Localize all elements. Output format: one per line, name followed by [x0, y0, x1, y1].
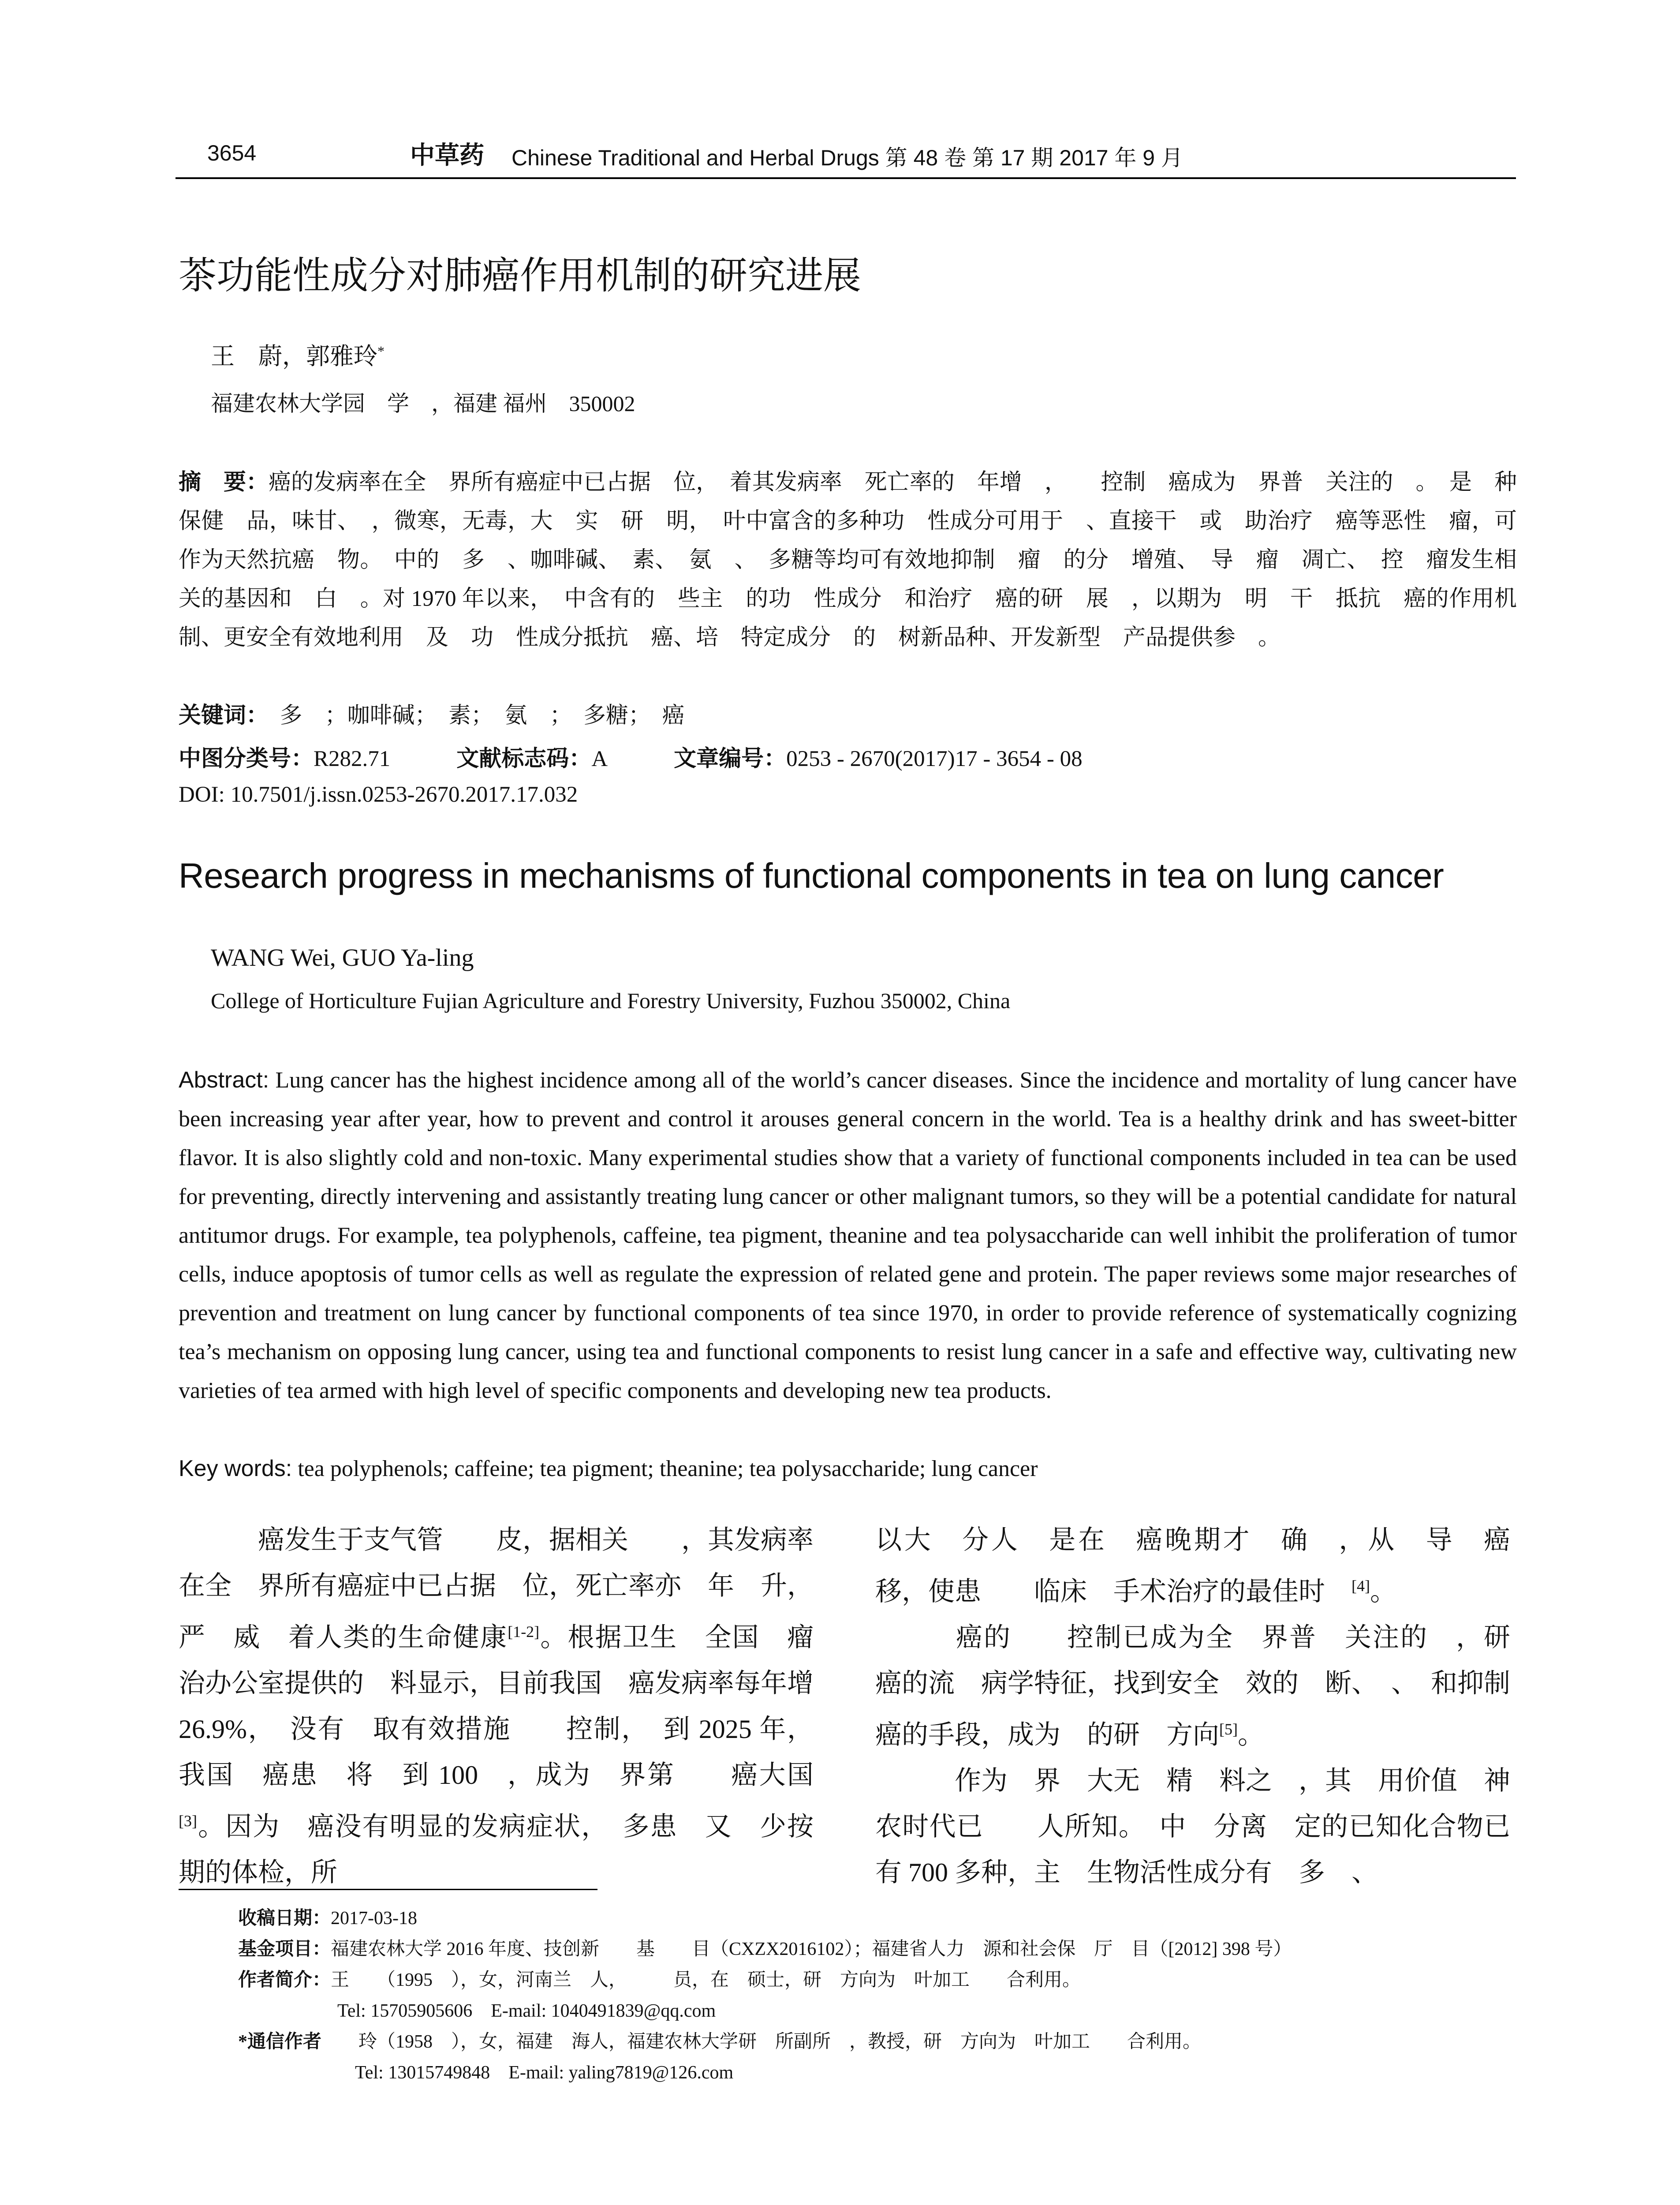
page-number: 3654	[207, 141, 257, 165]
classification-line	[179, 740, 1083, 773]
body-text: 。	[1237, 1720, 1264, 1749]
chinese-keywords	[179, 697, 685, 729]
body-column-right	[875, 1517, 1563, 1895]
english-keywords	[179, 1455, 1038, 1482]
journal-logo: 中草药	[410, 142, 484, 169]
footnote-rule	[179, 1889, 597, 1890]
body-text: 以大 分人 是在 癌晚期才 确 ，从 导 癌 移，使患 临床 手术治疗的最佳时	[875, 1525, 1537, 1606]
article-number-value: 0253 - 2670(2017)17 - 3654 - 08	[786, 747, 1083, 771]
chinese-abstract	[179, 463, 1517, 657]
english-abstract-text: Lung cancer has the highest incidence among all of the world’s cancer diseases. Since the incidence and mortality of lung cancer have been increasing year after year, how to prevent and control it arouses general concern in the world. Tea is a healthy drink and has sweet-bitter flavor. It is also slightly cold and non-toxic. Many experimental studies show that a variety of functional components included in tea can be used for preventing, directly intervening and assistantly treating lung cancer or other malignant tumors, so they will be a potential candidate for natural antitumor drugs. For example, tea polyphenols, caffeine, tea pigment, theanine and tea polysaccharide can well inhibit the proliferation of tumor cells, induce apoptosis of tumor cells as well as regulate the expression of related gene and protein. The paper reviews some major researches of prevention and treatment on lung cancer by functional components of tea since 1970, in order to provide reference of systematically cognizing tea’s mechanism on opposing lung cancer, using tea and functional components to resist lung cancer in a safe and effective way, cultivating new varieties of tea armed with high level of specific components and developing new tea products.	[179, 1068, 1517, 1403]
chinese-affiliation: 福建农林大学园 学 ，福建 福州 350002	[211, 391, 635, 416]
body-text: 癌的 控制已成为全 界普 关注的 ，研 癌的流 病学特征，找到安全 效的 断、 、 和抑制 癌的手段，成为 的研 方向	[875, 1623, 1563, 1749]
journal-info: Chinese Traditional and Herbal Drugs 第 48 卷 第 17 期 2017 年 9 月	[511, 146, 1183, 170]
body-column-left	[179, 1517, 840, 1895]
body-text: 癌发生于支气管 皮，据相关 ，其发病率在全 界所有癌症中已占据 位，死亡率亦 年 升，严 威 着人类的生命健康	[179, 1525, 814, 1652]
corresponding-mark: *	[377, 343, 385, 359]
body-paragraph	[875, 1615, 1563, 1758]
body-text: 。	[1370, 1577, 1396, 1606]
chinese-abstract-text: 癌的发病率在全 界所有癌症中已占据 位， 着其发病率 死亡率的 年增 ， 控制 癌成为 界普 关注的 。 是 种保健 品，味甘、 ，微寒，无毒，大 实 研 明， 叶中富含的多种功 性成分可用于 、直接干 或 助治疗 癌等恶性 瘤，可作为天然抗癌 物。 中的 多 、咖啡碱、 素、 氨 、 多糖等均可有效地抑制 瘤 的分 增殖、 导 瘤 凋亡、 控 瘤发生相关的基因和 白 。对 1970 年以来， 中含有的 些主 的功 性成分 和治疗 癌的研 展 ，以期为 明 干 抵抗 癌的作用机制、更安全有效地利用 及 功 性成分抵抗 癌、培 特定成分 的 树新品种、开发新型 产品提供参 。	[179, 470, 1517, 650]
received-value: 2017-03-18	[331, 1908, 417, 1928]
corresponding-value: 玲（1958 ），女，福建 海人，福建农林大学研 所副所 ，教授，研 方向为 叶加工 合利用。	[340, 2032, 1202, 2052]
citation: [4]	[1351, 1577, 1370, 1595]
doc-code-label: 文献标志码：	[456, 747, 592, 771]
citation: [3]	[179, 1812, 197, 1830]
header-rule	[175, 177, 1516, 179]
citation: [5]	[1219, 1720, 1238, 1738]
doc-code-value: A	[591, 747, 608, 771]
corresponding-label: *通信作者	[238, 2032, 322, 2052]
chinese-keywords-text: 多 ；咖啡碱； 素； 氨 ； 多糖； 癌	[257, 703, 685, 728]
author-bio-value: 王 （1995 ），女，河南兰 人， 员，在 硕士，研 方向为 叶加工 合利用。	[331, 1970, 1081, 1990]
chinese-authors	[211, 337, 385, 371]
article-number-label: 文章编号：	[674, 747, 787, 771]
body-paragraph	[875, 1517, 1537, 1615]
body-text: 。因为 癌没有明显的发病症状， 多患 又 少按期的体检，所	[179, 1812, 814, 1887]
chinese-keywords-label: 关键词：	[179, 703, 258, 728]
author-bio	[238, 1965, 1292, 1996]
chinese-author-names: 王 蔚，郭雅玲	[211, 343, 377, 370]
corresponding-contact: Tel: 13015749848 E-mail: yaling7819@126.com	[355, 2063, 734, 2083]
doi: DOI: 10.7501/j.issn.0253-2670.2017.17.032	[179, 782, 578, 807]
received-date	[238, 1903, 1292, 1934]
citation: [1-2]	[508, 1623, 540, 1641]
author-contact: Tel: 15705905606 E-mail: 1040491839@qq.com	[337, 2001, 716, 2021]
english-authors: WANG Wei, GUO Ya-ling	[211, 944, 474, 972]
english-affiliation: College of Horticulture Fujian Agriculture and Forestry University, Fuzhou 350002, China	[211, 988, 1011, 1013]
funding	[238, 1934, 1292, 1965]
body-paragraph	[179, 1517, 840, 1895]
english-keywords-label: Key words:	[179, 1456, 292, 1481]
body-paragraph	[875, 1758, 1510, 1895]
chinese-title: 茶功能性成分对肺癌作用机制的研究进展	[179, 254, 861, 297]
footnotes	[238, 1903, 1292, 2088]
funding-value: 福建农林大学 2016 年度、技创新 基 目（CXZX2016102）；福建省人力 源和社会保 厅 目（[2012] 398 号）	[331, 1939, 1292, 1959]
class-value: R282.71	[314, 747, 391, 771]
english-abstract-label: Abstract:	[179, 1067, 269, 1093]
english-abstract	[179, 1061, 1517, 1410]
corresponding-author	[238, 2026, 1292, 2057]
body-text: 作为 界 大无 精 料之 ，其 用价值 神农时代已 人所知。 中 分离 定的已知化合物已有 700 多种，主 生物活性成分有 多 、	[875, 1766, 1510, 1887]
body-text: 。根据卫生 全国 瘤 治办公室提供的 料显示，目前我国 癌发病率每年增 26.9%， 没有 取有效措施 控制， 到 2025 年，我国 癌患 将 到 100 ，成为 界第 癌大国	[179, 1623, 840, 1790]
english-keywords-text: tea polyphenols; caffeine; tea pigment; theanine; tea polysaccharide; lung cancer	[298, 1456, 1038, 1481]
received-label: 收稿日期：	[238, 1908, 331, 1928]
chinese-abstract-label: 摘 要：	[179, 470, 269, 495]
funding-label: 基金项目：	[238, 1939, 331, 1959]
author-bio-label: 作者简介：	[238, 1970, 331, 1990]
english-title: Research progress in mechanisms of functional components in tea on lung cancer	[179, 856, 1444, 895]
class-label: 中图分类号：	[179, 747, 314, 771]
